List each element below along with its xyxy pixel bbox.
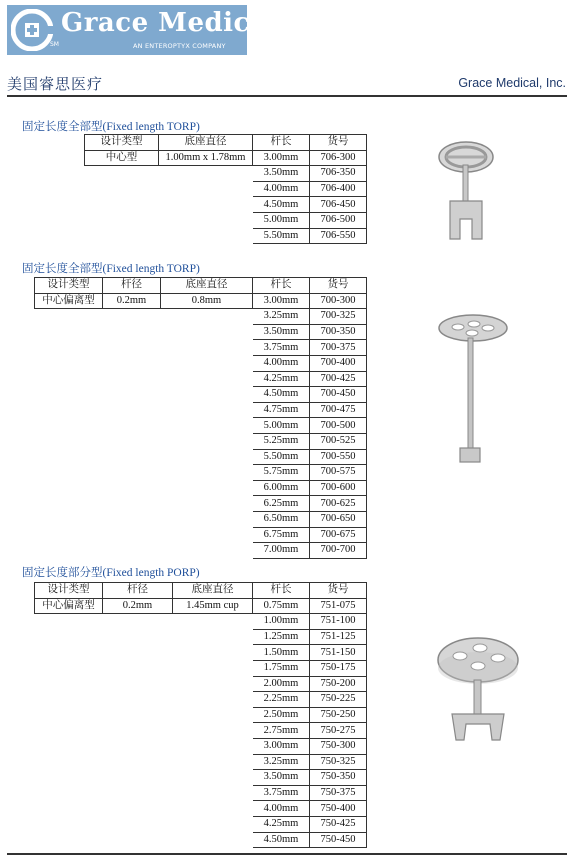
table-row — [35, 785, 367, 801]
table-row — [35, 723, 367, 739]
part-number-cell: 750-375 — [310, 785, 367, 801]
part-number-cell: 750-250 — [310, 707, 367, 723]
length-cell: 2.25mm — [253, 692, 310, 708]
table-row — [35, 371, 367, 387]
table-row — [35, 496, 367, 512]
length-cell: 1.50mm — [253, 645, 310, 661]
shaft-diameter-cell: 0.2mm — [103, 293, 161, 309]
length-cell: 3.00mm — [253, 150, 310, 166]
part-number-cell: 750-300 — [310, 738, 367, 754]
table-row — [35, 738, 367, 754]
table-row — [35, 676, 367, 692]
header-cell: 杆长 — [253, 583, 310, 599]
part-number-cell: 700-575 — [310, 465, 367, 481]
length-cell: 1.00mm — [253, 614, 310, 630]
length-cell: 5.25mm — [253, 433, 310, 449]
header-cell: 货号 — [310, 583, 367, 599]
torp-offset-prosthesis-icon — [436, 312, 510, 466]
design-type-cell: 中心型 — [85, 150, 159, 166]
header-cell: 杆长 — [253, 278, 310, 294]
length-cell: 3.00mm — [253, 738, 310, 754]
table-row — [35, 511, 367, 527]
length-cell: 1.25mm — [253, 629, 310, 645]
part-number-cell: 751-100 — [310, 614, 367, 630]
part-number-cell: 750-350 — [310, 770, 367, 786]
part-number-cell: 750-425 — [310, 816, 367, 832]
section-title: 固定长度全部型(Fixed length TORP) — [22, 121, 200, 133]
table-header-row — [35, 278, 367, 294]
part-number-cell: 706-450 — [310, 197, 367, 213]
part-number-cell: 751-150 — [310, 645, 367, 661]
length-cell: 5.75mm — [253, 465, 310, 481]
header-cell: 底座直径 — [161, 278, 253, 294]
table-row — [35, 816, 367, 832]
table-row — [35, 480, 367, 496]
part-number-cell: 700-525 — [310, 433, 367, 449]
length-cell: 3.25mm — [253, 754, 310, 770]
table-header-row — [85, 135, 367, 151]
length-cell: 3.50mm — [253, 166, 310, 182]
part-number-cell: 750-200 — [310, 676, 367, 692]
part-number-cell: 700-450 — [310, 387, 367, 403]
product-table — [34, 582, 367, 848]
footer-divider — [7, 853, 567, 855]
table-row — [85, 212, 367, 228]
table-row — [35, 614, 367, 630]
part-number-cell: 700-625 — [310, 496, 367, 512]
part-number-cell: 700-300 — [310, 293, 367, 309]
length-cell: 4.00mm — [253, 355, 310, 371]
brand-chinese-name: 美国睿思医疗 — [7, 75, 104, 93]
table-row — [85, 228, 367, 244]
logo-name: Grace Medical — [61, 8, 278, 38]
table-row — [35, 707, 367, 723]
table-row — [35, 324, 367, 340]
part-number-cell: 750-450 — [310, 832, 367, 848]
product-table — [34, 277, 367, 559]
table-row — [85, 166, 367, 182]
length-cell: 2.75mm — [253, 723, 310, 739]
part-number-cell: 706-400 — [310, 181, 367, 197]
table-row — [35, 293, 367, 309]
part-number-cell: 700-650 — [310, 511, 367, 527]
table-row — [35, 832, 367, 848]
part-number-cell: 706-350 — [310, 166, 367, 182]
part-number-cell: 700-700 — [310, 543, 367, 559]
length-cell: 4.75mm — [253, 402, 310, 418]
length-cell: 2.00mm — [253, 676, 310, 692]
length-cell: 6.50mm — [253, 511, 310, 527]
table-row — [35, 770, 367, 786]
torp-center-prosthesis-icon — [434, 135, 498, 247]
table-row — [35, 692, 367, 708]
base-diameter-cell: 1.00mm x 1.78mm — [159, 150, 253, 166]
logo-superscript: SM — [50, 41, 59, 48]
company-logo — [7, 5, 278, 55]
part-number-cell: 700-500 — [310, 418, 367, 434]
part-number-cell: 700-600 — [310, 480, 367, 496]
length-cell: 4.50mm — [253, 832, 310, 848]
part-number-cell: 750-225 — [310, 692, 367, 708]
part-number-cell: 700-375 — [310, 340, 367, 356]
length-cell: 5.50mm — [253, 449, 310, 465]
section-title: 固定长度部分型(Fixed length PORP) — [22, 567, 200, 579]
header-cell: 货号 — [310, 135, 367, 151]
table-row — [35, 387, 367, 403]
part-number-cell: 700-325 — [310, 309, 367, 325]
header-cell: 杆径 — [103, 278, 161, 294]
base-diameter-cell: 0.8mm — [161, 293, 253, 309]
header-cell: 底座直径 — [173, 583, 253, 599]
table-row — [35, 355, 367, 371]
table-row — [35, 465, 367, 481]
length-cell: 4.25mm — [253, 371, 310, 387]
table-row — [35, 340, 367, 356]
part-number-cell: 706-500 — [310, 212, 367, 228]
header-cell: 设计类型 — [85, 135, 159, 151]
header-cell: 设计类型 — [35, 583, 103, 599]
length-cell: 4.50mm — [253, 387, 310, 403]
porp-prosthesis-icon — [434, 632, 522, 742]
logo-mark-icon — [11, 9, 53, 51]
length-cell: 3.25mm — [253, 309, 310, 325]
header-cell: 设计类型 — [35, 278, 103, 294]
table-row — [35, 433, 367, 449]
part-number-cell: 750-275 — [310, 723, 367, 739]
base-diameter-cell: 1.45mm cup — [173, 598, 253, 614]
header-divider — [7, 95, 567, 97]
table-row — [35, 645, 367, 661]
part-number-cell: 700-400 — [310, 355, 367, 371]
section-title: 固定长度全部型(Fixed length TORP) — [22, 263, 200, 275]
table-row — [35, 418, 367, 434]
length-cell: 5.00mm — [253, 212, 310, 228]
part-number-cell: 750-175 — [310, 660, 367, 676]
table-header-row — [35, 583, 367, 599]
part-number-cell: 750-400 — [310, 801, 367, 817]
part-number-cell: 706-550 — [310, 228, 367, 244]
brand-english-name: Grace Medical, Inc. — [458, 76, 566, 90]
header-cell: 杆长 — [253, 135, 310, 151]
shaft-diameter-cell: 0.2mm — [103, 598, 173, 614]
length-cell: 3.75mm — [253, 340, 310, 356]
table-row — [35, 543, 367, 559]
part-number-cell: 700-550 — [310, 449, 367, 465]
part-number-cell: 706-300 — [310, 150, 367, 166]
length-cell: 2.50mm — [253, 707, 310, 723]
header-cell: 货号 — [310, 278, 367, 294]
length-cell: 3.50mm — [253, 770, 310, 786]
table-row — [85, 181, 367, 197]
length-cell: 3.75mm — [253, 785, 310, 801]
length-cell: 0.75mm — [253, 598, 310, 614]
logo-tagline: AN ENTEROPTYX COMPANY — [133, 42, 226, 50]
table-row — [35, 598, 367, 614]
length-cell: 4.25mm — [253, 816, 310, 832]
length-cell: 4.00mm — [253, 181, 310, 197]
table-row — [35, 449, 367, 465]
length-cell: 3.50mm — [253, 324, 310, 340]
part-number-cell: 750-325 — [310, 754, 367, 770]
table-row — [35, 527, 367, 543]
part-number-cell: 751-075 — [310, 598, 367, 614]
header-cell: 杆径 — [103, 583, 173, 599]
table-row — [85, 197, 367, 213]
part-number-cell: 700-675 — [310, 527, 367, 543]
length-cell: 5.50mm — [253, 228, 310, 244]
length-cell: 4.50mm — [253, 197, 310, 213]
length-cell: 6.25mm — [253, 496, 310, 512]
table-row — [35, 801, 367, 817]
part-number-cell: 700-350 — [310, 324, 367, 340]
length-cell: 7.00mm — [253, 543, 310, 559]
design-type-cell: 中心偏离型 — [35, 293, 103, 309]
part-number-cell: 700-475 — [310, 402, 367, 418]
table-row — [85, 150, 367, 166]
length-cell: 6.75mm — [253, 527, 310, 543]
table-row — [35, 660, 367, 676]
table-row — [35, 754, 367, 770]
length-cell: 5.00mm — [253, 418, 310, 434]
part-number-cell: 700-425 — [310, 371, 367, 387]
table-row — [35, 402, 367, 418]
table-row — [35, 629, 367, 645]
length-cell: 1.75mm — [253, 660, 310, 676]
part-number-cell: 751-125 — [310, 629, 367, 645]
table-row — [35, 309, 367, 325]
length-cell: 4.00mm — [253, 801, 310, 817]
design-type-cell: 中心偏离型 — [35, 598, 103, 614]
length-cell: 3.00mm — [253, 293, 310, 309]
product-table — [84, 134, 367, 244]
length-cell: 6.00mm — [253, 480, 310, 496]
header-cell: 底座直径 — [159, 135, 253, 151]
